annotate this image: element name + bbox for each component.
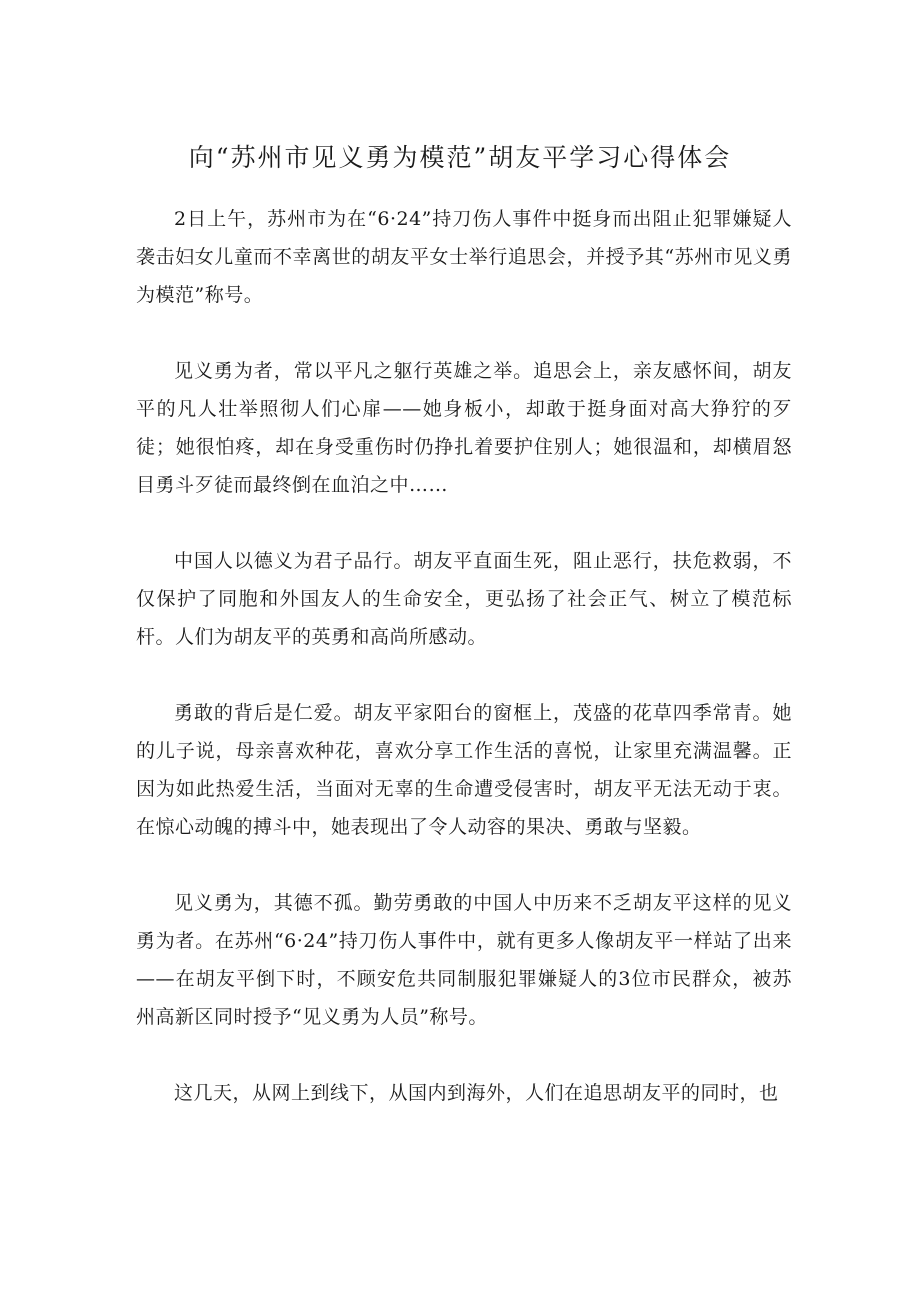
paragraph-3: 中国人以德义为君子品行。胡友平直面生死，阻止恶行，扶危救弱，不仅保护了同胞和外国友人的生命安全，更弘扬了社会正气、树立了模范标杆。人们为胡友平的英勇和高尚所感动。	[136, 550, 792, 648]
document-body	[136, 200, 792, 1150]
paragraph-5: 见义勇为，其德不孤。勤劳勇敢的中国人中历来不乏胡友平这样的见义勇为者。在苏州“6·24”持刀伤人事件中，就有更多人像胡友平一样站了出来——在胡友平倒下时，不顾安危共同制服犯罪嫌疑人的3位市民群众，被苏州高新区同时授予“见义勇为人员”称号。	[136, 892, 792, 1028]
paragraph-1: 2日上午，苏州市为在“6·24”持刀伤人事件中挺身而出阻止犯罪嫌疑人袭击妇女儿童而不幸离世的胡友平女士举行追思会，并授予其“苏州市见义勇为模范”称号。	[136, 208, 792, 306]
document-title: 向“苏州市见义勇为模范”胡友平学习心得体会	[188, 143, 732, 172]
paragraph-2: 见义勇为者，常以平凡之躯行英雄之举。追思会上，亲友感怀间，胡友平的凡人壮举照彻人们心扉——她身板小，却敢于挺身面对高大狰狞的歹徒；她很怕疼，却在身受重伤时仍挣扎着要护住别人；她很温和，却横眉怒目勇斗歹徒而最终倒在血泊之中……	[136, 360, 792, 496]
paragraph-4: 勇敢的背后是仁爱。胡友平家阳台的窗框上，茂盛的花草四季常青。她的儿子说，母亲喜欢种花，喜欢分享工作生活的喜悦，让家里充满温馨。正因为如此热爱生活，当面对无辜的生命遭受侵害时，胡友平无法无动于衷。在惊心动魄的搏斗中，她表现出了令人动容的果决、勇敢与坚毅。	[136, 702, 792, 838]
paragraph-6: 这几天，从网上到线下，从国内到海外，人们在追思胡友平的同时，也	[174, 1082, 779, 1104]
